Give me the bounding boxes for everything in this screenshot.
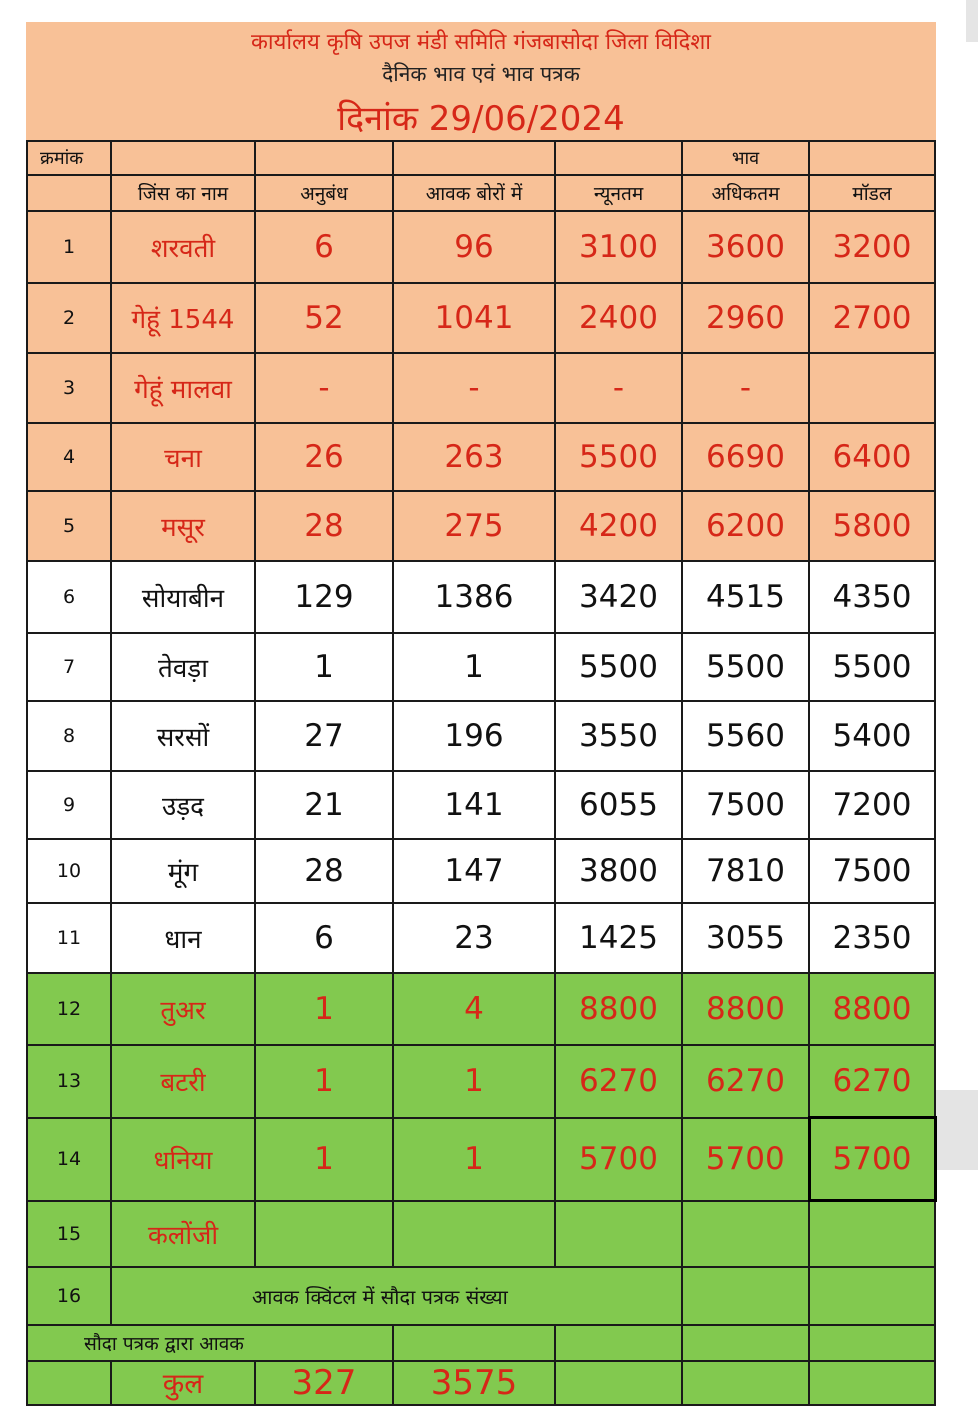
arrival-cell: 4 bbox=[393, 973, 555, 1045]
contract-header: अनुबंध bbox=[255, 175, 393, 211]
serial-cell: 7 bbox=[27, 633, 111, 701]
max-cell: 6690 bbox=[682, 423, 809, 491]
modal-header: मॉडल bbox=[809, 175, 935, 211]
table-row bbox=[27, 839, 935, 903]
min-header: न्यूनतम bbox=[555, 175, 682, 211]
min-cell: 5500 bbox=[555, 423, 682, 491]
min-cell bbox=[555, 1201, 682, 1268]
max-cell: - bbox=[682, 353, 809, 423]
commodity-name: धनिया bbox=[111, 1118, 255, 1201]
max-cell: 7810 bbox=[682, 839, 809, 903]
max-cell: 5560 bbox=[682, 701, 809, 771]
blank-cell bbox=[27, 1361, 111, 1405]
table-row bbox=[27, 491, 935, 561]
serial-cell: 2 bbox=[27, 283, 111, 353]
table-row bbox=[27, 1267, 935, 1325]
max-cell: 2960 bbox=[682, 283, 809, 353]
total-arrival: 3575 bbox=[393, 1361, 555, 1405]
total-label: कुल bbox=[111, 1361, 255, 1405]
contract-cell: 26 bbox=[255, 423, 393, 491]
arrival-cell: 1 bbox=[393, 1118, 555, 1201]
min-cell: 1425 bbox=[555, 903, 682, 973]
contract-cell: 1 bbox=[255, 973, 393, 1045]
serial-cell: 9 bbox=[27, 771, 111, 839]
blank-cell bbox=[682, 1267, 809, 1325]
table-row bbox=[27, 1201, 935, 1268]
modal-cell bbox=[809, 1201, 935, 1268]
sauda-arrival-label: सौदा पत्रक द्वारा आवक bbox=[27, 1325, 393, 1361]
sheet-subtitle: दैनिक भाव एवं भाव पत्रक bbox=[382, 62, 580, 86]
max-header: अधिकतम bbox=[682, 175, 809, 211]
contract-cell: - bbox=[255, 353, 393, 423]
total-row bbox=[27, 1361, 935, 1405]
max-cell: 8800 bbox=[682, 973, 809, 1045]
name-header: जिंस का नाम bbox=[111, 175, 255, 211]
blank-cell bbox=[555, 1361, 682, 1405]
arrival-cell: 23 bbox=[393, 903, 555, 973]
max-cell: 7500 bbox=[682, 771, 809, 839]
max-cell: 5500 bbox=[682, 633, 809, 701]
blank-cell bbox=[809, 1361, 935, 1405]
office-title: कार्यालय कृषि उपज मंडी समिति गंजबासोदा जिला विदिशा bbox=[251, 30, 711, 55]
contract-cell: 129 bbox=[255, 561, 393, 633]
commodity-name: मसूर bbox=[111, 491, 255, 561]
serial-cell: 14 bbox=[27, 1118, 111, 1201]
scrollbar-edge bbox=[966, 0, 978, 42]
contract-cell: 27 bbox=[255, 701, 393, 771]
contract-cell: 1 bbox=[255, 1045, 393, 1118]
modal-cell: 5400 bbox=[809, 701, 935, 771]
modal-cell: 2700 bbox=[809, 283, 935, 353]
table-row bbox=[27, 1045, 935, 1118]
blank-cell bbox=[682, 1361, 809, 1405]
modal-cell: 3200 bbox=[809, 211, 935, 283]
serial-header: क्रमांक bbox=[27, 141, 111, 175]
arrival-cell: 1 bbox=[393, 1045, 555, 1118]
blank-cell bbox=[682, 1325, 809, 1361]
table-row bbox=[27, 353, 935, 423]
contract-cell: 28 bbox=[255, 839, 393, 903]
serial-cell: 16 bbox=[27, 1267, 111, 1325]
arrival-cell: 196 bbox=[393, 701, 555, 771]
arrival-header: आवक बोरों में bbox=[393, 175, 555, 211]
max-cell: 6200 bbox=[682, 491, 809, 561]
price-group-header: भाव bbox=[682, 141, 809, 175]
table-row bbox=[27, 423, 935, 491]
modal-cell: 7200 bbox=[809, 771, 935, 839]
modal-cell: 8800 bbox=[809, 973, 935, 1045]
arrival-cell: 1041 bbox=[393, 283, 555, 353]
commodity-name: उड़द bbox=[111, 771, 255, 839]
serial-cell: 1 bbox=[27, 211, 111, 283]
commodity-name: मूंग bbox=[111, 839, 255, 903]
commodity-name: तेवड़ा bbox=[111, 633, 255, 701]
table-row bbox=[27, 283, 935, 353]
min-cell: 3420 bbox=[555, 561, 682, 633]
table-row bbox=[27, 771, 935, 839]
quintal-count-label: आवक क्विंटल में सौदा पत्रक संख्या bbox=[111, 1267, 682, 1325]
serial-cell: 15 bbox=[27, 1201, 111, 1268]
table-row bbox=[27, 633, 935, 701]
arrival-cell: 147 bbox=[393, 839, 555, 903]
commodity-name: सोयाबीन bbox=[111, 561, 255, 633]
serial-cell: 3 bbox=[27, 353, 111, 423]
table-row bbox=[27, 1118, 935, 1201]
max-cell: 5700 bbox=[682, 1118, 809, 1201]
contract-cell: 6 bbox=[255, 903, 393, 973]
min-cell: - bbox=[555, 353, 682, 423]
min-cell: 3100 bbox=[555, 211, 682, 283]
blank-header bbox=[27, 175, 111, 211]
modal-cell: 7500 bbox=[809, 839, 935, 903]
blank-header bbox=[111, 141, 255, 175]
modal-cell: 2350 bbox=[809, 903, 935, 973]
table-row bbox=[27, 211, 935, 283]
arrival-cell: 1 bbox=[393, 633, 555, 701]
min-cell: 8800 bbox=[555, 973, 682, 1045]
max-cell: 3600 bbox=[682, 211, 809, 283]
serial-cell: 10 bbox=[27, 839, 111, 903]
contract-cell: 1 bbox=[255, 633, 393, 701]
arrival-cell: - bbox=[393, 353, 555, 423]
arrival-cell: 141 bbox=[393, 771, 555, 839]
serial-cell: 13 bbox=[27, 1045, 111, 1118]
commodity-name: चना bbox=[111, 423, 255, 491]
serial-cell: 12 bbox=[27, 973, 111, 1045]
table-row bbox=[27, 561, 935, 633]
serial-cell: 8 bbox=[27, 701, 111, 771]
blank-cell bbox=[809, 1325, 935, 1361]
contract-cell: 52 bbox=[255, 283, 393, 353]
blank-cell bbox=[555, 1325, 682, 1361]
blank-header bbox=[555, 141, 682, 175]
serial-cell: 4 bbox=[27, 423, 111, 491]
arrival-cell: 96 bbox=[393, 211, 555, 283]
contract-cell: 1 bbox=[255, 1118, 393, 1201]
blank-header bbox=[255, 141, 393, 175]
arrival-cell: 1386 bbox=[393, 561, 555, 633]
table-row bbox=[27, 1325, 935, 1361]
rate-sheet bbox=[26, 22, 938, 1403]
min-cell: 5500 bbox=[555, 633, 682, 701]
commodity-name: गेहूं मालवा bbox=[111, 353, 255, 423]
min-cell: 4200 bbox=[555, 491, 682, 561]
contract-cell: 28 bbox=[255, 491, 393, 561]
min-cell: 6270 bbox=[555, 1045, 682, 1118]
blank-header bbox=[393, 141, 555, 175]
serial-cell: 5 bbox=[27, 491, 111, 561]
min-cell: 3550 bbox=[555, 701, 682, 771]
commodity-name: तुअर bbox=[111, 973, 255, 1045]
modal-cell: 5500 bbox=[809, 633, 935, 701]
blank-cell bbox=[393, 1325, 555, 1361]
sheet-date: दिनांक 29/06/2024 bbox=[337, 99, 625, 139]
contract-cell: 21 bbox=[255, 771, 393, 839]
modal-cell: 6270 bbox=[809, 1045, 935, 1118]
min-cell: 3800 bbox=[555, 839, 682, 903]
min-cell: 2400 bbox=[555, 283, 682, 353]
total-contract: 327 bbox=[255, 1361, 393, 1405]
max-cell bbox=[682, 1201, 809, 1268]
max-cell: 3055 bbox=[682, 903, 809, 973]
max-cell: 4515 bbox=[682, 561, 809, 633]
min-cell: 5700 bbox=[555, 1118, 682, 1201]
sheet-header bbox=[26, 22, 936, 140]
min-cell: 6055 bbox=[555, 771, 682, 839]
arrival-cell bbox=[393, 1201, 555, 1268]
contract-cell bbox=[255, 1201, 393, 1268]
commodity-name: कलोंजी bbox=[111, 1201, 255, 1268]
contract-cell: 6 bbox=[255, 211, 393, 283]
table-row bbox=[27, 701, 935, 771]
modal-cell: 4350 bbox=[809, 561, 935, 633]
modal-cell: 5700 bbox=[809, 1118, 935, 1201]
commodity-name: शरवती bbox=[111, 211, 255, 283]
modal-cell: 5800 bbox=[809, 491, 935, 561]
serial-cell: 6 bbox=[27, 561, 111, 633]
table-row bbox=[27, 903, 935, 973]
max-cell: 6270 bbox=[682, 1045, 809, 1118]
commodity-name: गेहूं 1544 bbox=[111, 283, 255, 353]
modal-cell: 6400 bbox=[809, 423, 935, 491]
rate-table bbox=[26, 140, 937, 1406]
commodity-name: बटरी bbox=[111, 1045, 255, 1118]
blank-header bbox=[809, 141, 935, 175]
blank-cell bbox=[809, 1267, 935, 1325]
arrival-cell: 263 bbox=[393, 423, 555, 491]
modal-cell bbox=[809, 353, 935, 423]
serial-cell: 11 bbox=[27, 903, 111, 973]
commodity-name: सरसों bbox=[111, 701, 255, 771]
commodity-name: धान bbox=[111, 903, 255, 973]
table-row bbox=[27, 973, 935, 1045]
arrival-cell: 275 bbox=[393, 491, 555, 561]
